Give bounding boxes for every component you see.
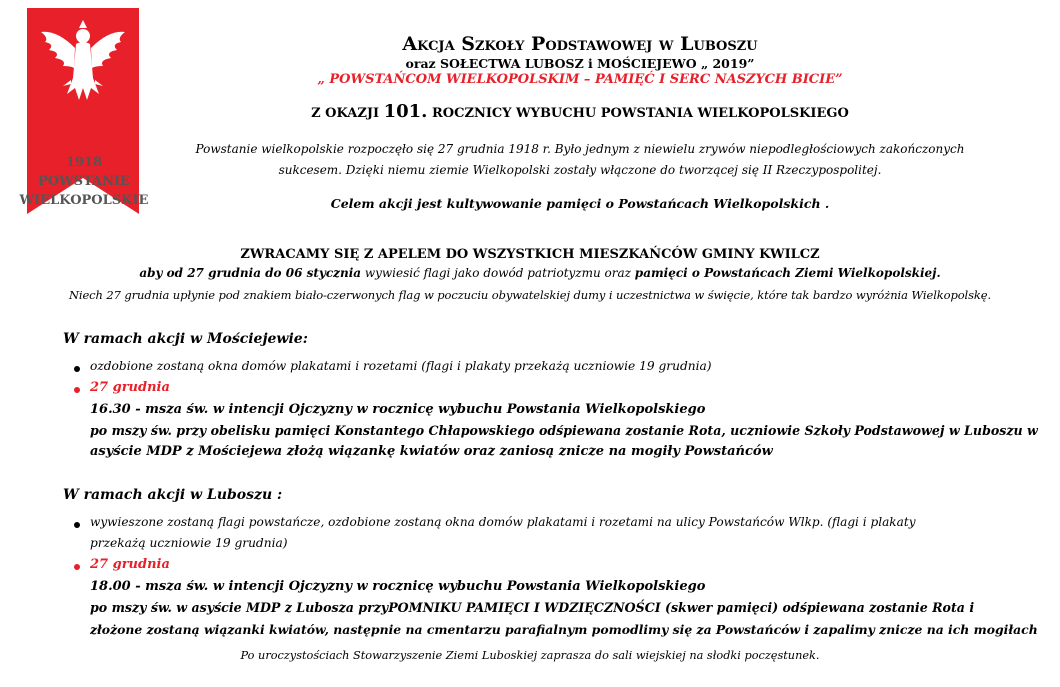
- flags-line: Niech 27 grudnia upłynie pod znakiem biało-czerwonych flag w poczuciu obywatelskiej dumy i uczestnictwa w święcie, które tak bardzo wyróżnia Wielkopolskę.: [68, 288, 992, 302]
- bullet-dot-red: [74, 564, 80, 570]
- motto: „ POWSTAŃCOM WIELKOPOLSKIM – PAMIĘĆ I SERC NASZYCH BICIE”: [317, 72, 843, 87]
- intro-paragraph: [150, 139, 1010, 181]
- emblem-line1: POWSTANIE: [37, 174, 130, 189]
- anniversary-number: 101.: [383, 101, 428, 122]
- dates-range: aby od 27 grudnia do 06 stycznia: [139, 266, 362, 280]
- occasion-line: [190, 101, 970, 122]
- bullet-dot: [74, 366, 80, 372]
- bullet-dot: [74, 522, 80, 528]
- footer-invitation: Po uroczystościach Stowarzyszenie Ziemi Luboskiej zaprasza do sali wiejskiej na słodki poczęstunek.: [240, 649, 820, 662]
- moscie-date: 27 grudnia: [90, 380, 170, 395]
- dates-text: wywiesić flagi jako dowód patriotyzmu oraz: [361, 266, 635, 280]
- page-title: Akcja Szkoły Podstawowej w Luboszu: [402, 33, 758, 55]
- moscie-after1: po mszy św. przy obelisku pamięci Konstantego Chłapowskiego odśpiewana zostanie Rota, uczniowie Szkoły Podstawowej w Luboszu w: [90, 423, 1038, 438]
- moscie-after2: asyście MDP z Mościejewa złożą wiązankę kwiatów oraz zaniosą znicze na mogiły Powstańców: [90, 444, 773, 459]
- lubosz-mass: 18.00 - msza św. w intencji Ojczyzny w rocznicę wybuchu Powstania Wielkopolskiego: [90, 579, 706, 594]
- emblem-line2: WIELKOPOLSKIE: [19, 193, 149, 208]
- dates-line: [60, 266, 1020, 280]
- lubosz-after1: po mszy św. w asyście MDP z Lubosza przyPOMNIKU PAMIĘCI I WDZIĘCZNOŚCI (skwer pamięci) odśpiewana zostanie Rota i: [90, 600, 975, 615]
- intro-line1: Powstanie wielkopolskie rozpoczęło się 27 grudnia 1918 r. Było jednym z niewielu zrywów niepodległościowych zakończonych: [195, 142, 965, 156]
- occasion-pre: Z OKAZJI: [311, 106, 384, 121]
- subtitle: oraz SOŁECTWA LUBOSZ i MOŚCIEJEWO „ 2019”: [405, 56, 755, 71]
- lubosz-bullet-flags-b: przekażą uczniowie 19 grudnia): [90, 536, 288, 550]
- lubosz-after2: złożone zostaną wiązanki kwiatów, następnie na cmentarzu parafialnym pomodlimy się za Powstańców i zapalimy znicze na ich mogiłach: [90, 622, 1038, 637]
- moscie-mass: 16.30 - msza św. w intencji Ojczyzny w rocznicę wybuchu Powstania Wielkopolskiego: [90, 402, 706, 417]
- moscie-bullet-decor: ozdobione zostaną okna domów plakatami i rozetami (flagi i plakaty przekażą uczniowie 19 grudnia): [90, 359, 712, 373]
- lubosz-bullet-flags-a: wywieszone zostaną flagi powstańcze, ozdobione zostaną okna domów plakatami i rozetami na ulicy Powstańców Wlkp. (flagi i plakaty: [90, 515, 916, 529]
- occasion-post: ROCZNICY WYBUCHU POWSTANIA WIELKOPOLSKIEGO: [427, 106, 849, 121]
- emblem-year: 1918: [65, 155, 103, 170]
- bullet-dot-red: [74, 387, 80, 393]
- dates-memory: pamięci o Powstańcach Ziemi Wielkopolskiej.: [634, 266, 941, 280]
- intro-line2: sukcesem. Dzięki niemu ziemie Wielkopolski zostały włączone do tworzącej się II Rzeczypospolitej.: [278, 163, 882, 177]
- appeal-heading: ZWRACAMY SIĘ Z APELEM DO WSZYSTKICH MIESZKAŃCÓW GMINY KWILCZ: [240, 247, 820, 262]
- section-heading-lubosz: W ramach akcji w Luboszu :: [63, 487, 283, 503]
- section-heading-moscie: W ramach akcji w Mościejewie:: [63, 331, 308, 347]
- aim-statement: Celem akcji jest kultywowanie pamięci o Powstańcach Wielkopolskich .: [330, 196, 830, 211]
- lubosz-date: 27 grudnia: [90, 557, 170, 572]
- emblem-caption: [10, 153, 158, 210]
